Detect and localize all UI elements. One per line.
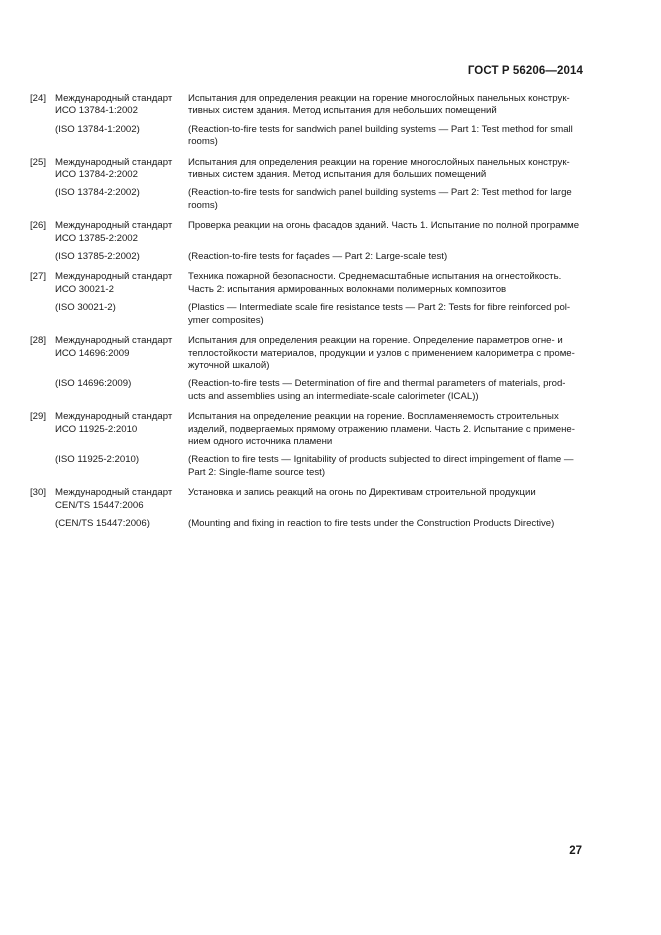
standard-designation-original: (ISO 14696:2009) <box>55 378 132 390</box>
reference-original <box>30 302 595 327</box>
reference-number: [24] <box>30 93 47 104</box>
reference-entry <box>30 157 595 182</box>
reference-original <box>30 124 595 149</box>
standard-designation: Международный стандарт ИСО 30021-2 <box>55 271 173 295</box>
reference-original <box>30 378 595 403</box>
standard-title-ru: Испытания для определения реакции на горение многослойных панельных конструк- тивных систем здания. Метод испытания для небольших помещений <box>188 93 570 117</box>
standard-designation-original: (ISO 13784-2:2002) <box>55 187 140 199</box>
page-number: 27 <box>569 845 582 857</box>
standard-title-ru: Испытания на определение реакции на горение. Воспламеняемость строительных изделий, подвергаемых прямому отражению пламени. Часть 2. Испытание с примене- нием одного источника пламени <box>188 411 575 447</box>
reference-number: [26] <box>30 220 47 232</box>
reference-original <box>30 187 595 212</box>
standard-title-en: (Reaction-to-fire tests for sandwich panel building systems — Part 2: Test method for large rooms) <box>188 187 572 211</box>
document-code: ГОСТ Р 56206—2014 <box>467 65 583 77</box>
reference-entry <box>30 335 595 372</box>
standard-designation: Международный стандарт ИСО 14696:2009 <box>55 335 173 359</box>
reference-entry <box>30 271 595 296</box>
reference-number-spacer <box>30 302 55 327</box>
standard-title-en: (Reaction-to-fire tests for sandwich panel building systems — Part 1: Test method for small rooms) <box>188 123 573 148</box>
standard-title-ru: Испытания для определения реакции на горение. Определение параметров огне- и теплостойкости материалов, продукции и узлов с применением калориметра с проме- жуточной шкалой) <box>188 335 575 371</box>
reference-entry <box>30 487 595 512</box>
standard-designation: Международный стандарт ИСО 13784-2:2002 <box>55 156 173 181</box>
standard-title-en: (Reaction-to-fire tests — Determination of fire and thermal parameters of materials, prod- ucts and assemblies using an intermediate-scale calorimeter (ICAL)) <box>188 378 566 402</box>
reference-original <box>30 251 595 263</box>
standard-title-ru: Испытания для определения реакции на горение многослойных панельных конструк- тивных систем здания. Метод испытания для больших помещений <box>188 156 570 181</box>
reference-original <box>30 454 595 479</box>
standard-title-en: (Plastics — Intermediate scale fire resistance tests — Part 2: Tests for fibre reinforced pol- ymer composites) <box>188 302 571 326</box>
reference-entry <box>30 220 595 245</box>
standard-designation: Международный стандарт CEN/TS 15447:2006 <box>55 487 173 511</box>
reference-number-spacer <box>30 124 55 149</box>
standard-title-ru: Проверка реакции на огонь фасадов зданий. Часть 1. Испытание по полной программе <box>188 220 580 232</box>
standard-designation-original: (ISO 11925-2:2010) <box>55 454 140 466</box>
reference-number-spacer <box>30 378 55 403</box>
standard-designation-original: (ISO 13785-2:2002) <box>55 251 140 263</box>
standard-designation-original: (ISO 13784-1:2002) <box>55 123 140 135</box>
reference-entry <box>30 93 595 118</box>
standard-designation: Международный стандарт ИСО 13785-2:2002 <box>55 220 173 244</box>
standard-designation-original: (CEN/TS 15447:2006) <box>55 517 150 529</box>
standard-title-en: (Mounting and fixing in reaction to fire tests under the Construction Products Directive) <box>188 517 555 529</box>
standard-title-ru: Установка и запись реакций на огонь по Директивам строительной продукции <box>188 487 536 499</box>
standard-designation: Международный стандарт ИСО 13784-1:2002 <box>55 93 173 117</box>
reference-original <box>30 518 595 530</box>
standard-designation-original: (ISO 30021-2) <box>55 302 116 314</box>
reference-number: [28] <box>30 335 47 347</box>
reference-number-spacer <box>30 454 55 479</box>
reference-number-spacer <box>30 251 55 263</box>
reference-number-spacer <box>30 518 55 530</box>
reference-number-spacer <box>30 187 55 212</box>
reference-number: [27] <box>30 271 47 283</box>
references-list <box>30 93 595 538</box>
standard-title-ru: Техника пожарной безопасности. Среднемасштабные испытания на огнестойкость. Часть 2: испытания армированных волокнами полимерных композитов <box>188 271 562 295</box>
reference-entry <box>30 411 595 448</box>
standard-title-en: (Reaction to fire tests — Ignitability of products subjected to direct impingement of flame — Part 2: Single-flame source test) <box>188 454 574 478</box>
reference-number: [30] <box>30 487 47 499</box>
reference-number: [29] <box>30 411 47 423</box>
standard-designation: Международный стандарт ИСО 11925-2:2010 <box>55 411 173 435</box>
reference-number: [25] <box>30 156 47 168</box>
standard-title-en: (Reaction-to-fire tests for façades — Part 2: Large-scale test) <box>188 251 448 263</box>
